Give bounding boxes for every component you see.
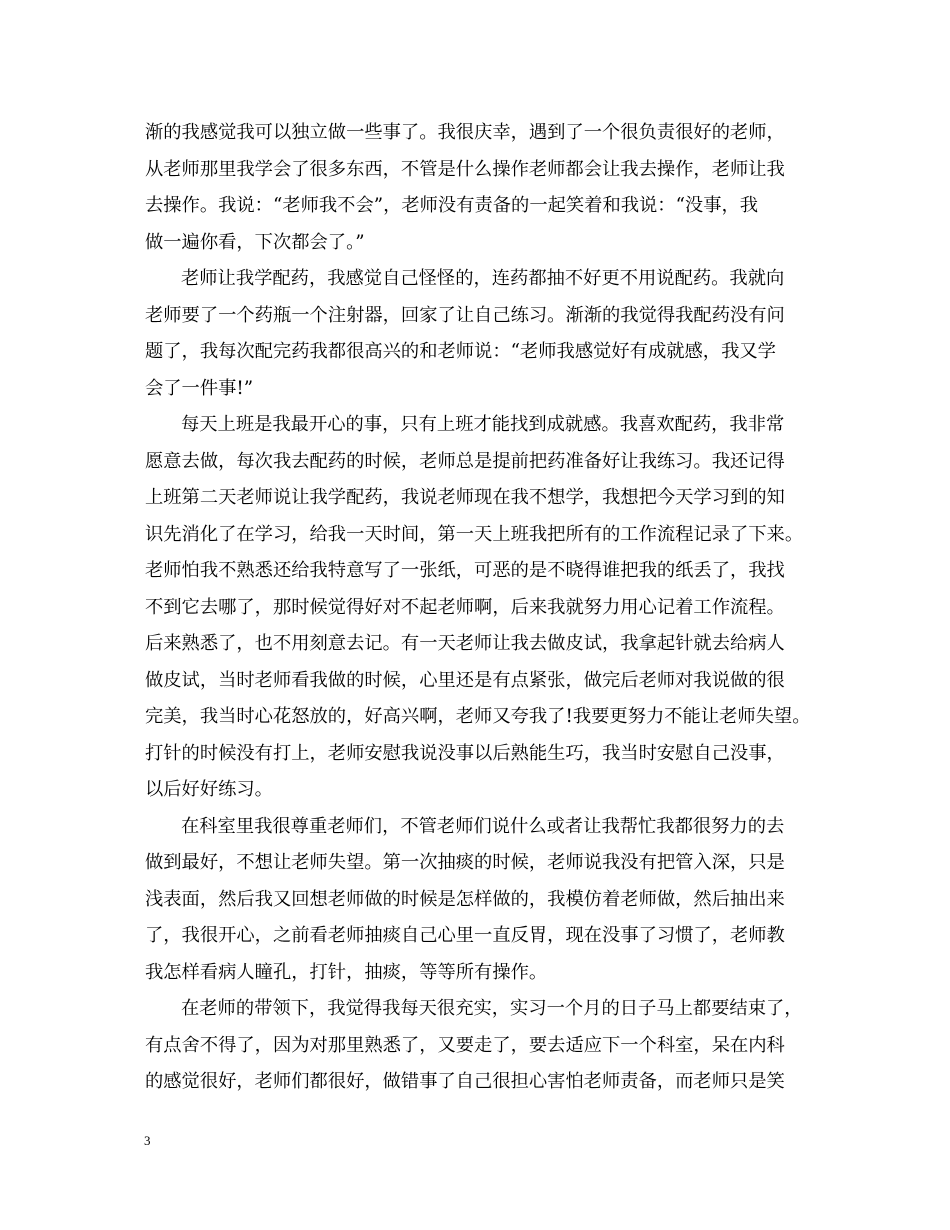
text-line: 会了一件事!” <box>145 377 254 399</box>
text-line: 以后好好练习。 <box>145 779 273 800</box>
text-line: 我怎样看病人瞳孔，打针，抽痰，等等所有操作。 <box>145 961 548 983</box>
text-line: 做皮试，当时老师看我做的时候，心里还是有点紧张，做完后老师对我说做的很 <box>145 669 785 691</box>
text-line: 上班第二天老师说让我学配药，我说老师现在我不想学，我想把今天学习到的知 <box>145 487 785 508</box>
text-line: 从老师那里我学会了很多东西，不管是什么操作老师都会让我去操作，老师让我 <box>145 158 785 180</box>
text-line: 打针的时候没有打上，老师安慰我说没事以后熟能生巧，我当时安慰自己没事， <box>145 742 785 764</box>
text-line: 题了，我每次配完药我都很高兴的和老师说：“老师我感觉好有成就感，我又学 <box>145 341 776 362</box>
text-line: 浅表面，然后我又回想老师做的时候是怎样做的，我模仿着老师做，然后抽出来 <box>145 888 785 910</box>
text-line: 有点舍不得了，因为对那里熟悉了，又要走了，要去适应下一个科室，呆在内科 <box>145 1034 785 1056</box>
text-line: 不到它去哪了，那时候觉得好对不起老师啊，后来我就努力用心记着工作流程。 <box>145 596 785 618</box>
page-number: 3 <box>144 1133 151 1148</box>
text-line: 做到最好，不想让老师失望。第一次抽痰的时候，老师说我没有把管入深，只是 <box>145 852 785 873</box>
text-line: 愿意去做，每次我去配药的时候，老师总是提前把药准备好让我练习。我还记得 <box>145 450 785 472</box>
text-line: 去操作。我说：“老师我不会”，老师没有责备的一起笑着和我说：“没事，我 <box>145 195 759 216</box>
text-line: 老师怕我不熟悉还给我特意写了一张纸，可恶的是不晓得谁把我的纸丢了，我找 <box>145 560 785 581</box>
paragraph-first-line: 在老师的带领下，我觉得我每天很充实，实习一个月的日子马上都要结束了， <box>181 998 803 1019</box>
paragraph-first-line: 每天上班是我最开心的事，只有上班才能找到成就感。我喜欢配药，我非常 <box>181 414 785 435</box>
text-line: 完美，我当时心花怒放的，好高兴啊，老师又夸我了!我要更努力不能让老师失望。 <box>145 706 811 727</box>
paragraph-first-line: 在科室里我很尊重老师们，不管老师们说什么或者让我帮忙我都很努力的去 <box>181 815 785 837</box>
text-line: 后来熟悉了，也不用刻意去记。有一天老师让我去做皮试，我拿起针就去给病人 <box>145 633 785 654</box>
text-line: 做一遍你看，下次都会了。” <box>145 231 365 253</box>
paragraph-first-line: 老师让我学配药，我感觉自己怪怪的，连药都抽不好更不用说配药。我就向 <box>181 268 785 289</box>
document-body <box>145 115 825 1101</box>
text-line: 老师要了一个药瓶一个注射器，回家了让自己练习。渐渐的我觉得我配药没有问 <box>145 304 785 326</box>
text-line: 的感觉很好，老师们都很好，做错事了自己很担心害怕老师责备，而老师只是笑 <box>145 1071 785 1092</box>
text-line: 识先消化了在学习，给我一天时间，第一天上班我把所有的工作流程记录了下来。 <box>145 523 804 545</box>
text-line: 了，我很开心，之前看老师抽痰自己心里一直反胃，现在没事了习惯了，老师教 <box>145 925 785 946</box>
text-line: 渐的我感觉我可以独立做一些事了。我很庆幸，遇到了一个很负责很好的老师， <box>145 122 785 143</box>
